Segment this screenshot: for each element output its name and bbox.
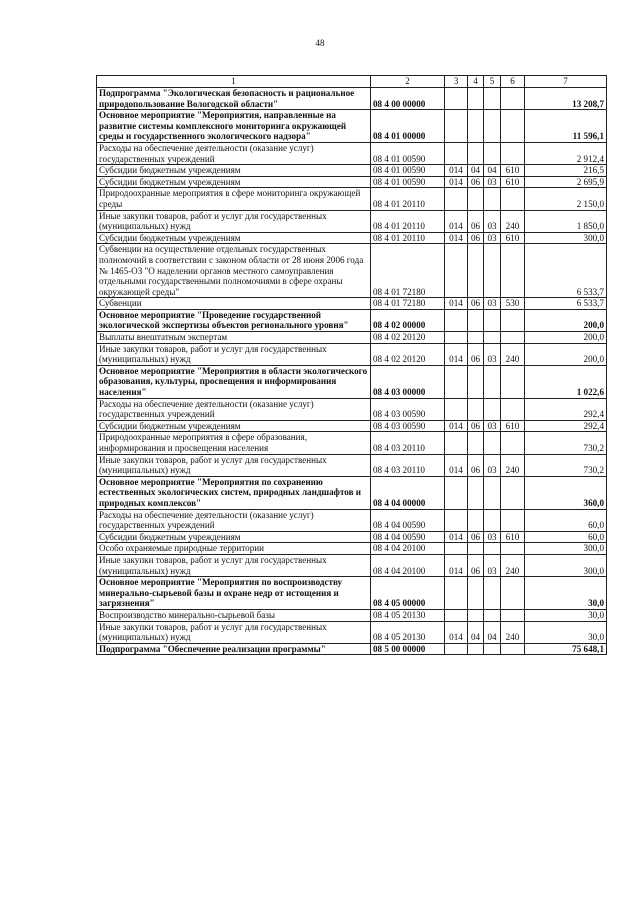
row-col5-cell: 03 [484, 298, 501, 310]
row-name-cell: Иные закупки товаров, работ и услуг для государственных (муниципальных) нужд [97, 454, 371, 476]
row-code-cell: 08 4 03 00590 [371, 398, 445, 420]
row-col3-cell [445, 643, 468, 655]
table-row [97, 232, 607, 244]
table-row [97, 554, 607, 576]
row-col4-cell [468, 609, 484, 621]
row-col5-cell [484, 577, 501, 610]
table-row [97, 332, 607, 344]
row-sum-cell: 60,0 [525, 531, 607, 543]
row-col6-cell [501, 142, 525, 164]
row-col4-cell: 06 [468, 210, 484, 232]
table-row [97, 398, 607, 420]
row-col6-cell [501, 365, 525, 398]
row-col4-cell [468, 509, 484, 531]
column-header: 3 [445, 76, 468, 88]
row-code-cell: 08 4 05 20130 [371, 621, 445, 643]
row-name-cell: Подпрограмма "Обеспечение реализации программы" [97, 643, 371, 655]
row-sum-cell: 300,0 [525, 554, 607, 576]
row-sum-cell: 200,0 [525, 332, 607, 344]
row-name-cell: Иные закупки товаров, работ и услуг для государственных (муниципальных) нужд [97, 554, 371, 576]
row-col6-cell [501, 609, 525, 621]
row-sum-cell: 30,0 [525, 621, 607, 643]
table-row [97, 454, 607, 476]
row-code-cell: 08 4 03 20110 [371, 432, 445, 454]
budget-table [96, 75, 607, 655]
row-col4-cell: 06 [468, 343, 484, 365]
row-col5-cell: 03 [484, 176, 501, 188]
table-row [97, 476, 607, 509]
row-col5-cell: 03 [484, 343, 501, 365]
row-col3-cell [445, 509, 468, 531]
row-col4-cell [468, 476, 484, 509]
table-row [97, 643, 607, 655]
row-name-cell: Субсидии бюджетным учреждениям [97, 232, 371, 244]
row-code-cell: 08 4 01 72180 [371, 244, 445, 298]
row-name-cell: Природоохранные мероприятия в сфере мониторинга окружающей среды [97, 188, 371, 210]
row-col5-cell: 03 [484, 531, 501, 543]
row-sum-cell: 6 533,7 [525, 244, 607, 298]
row-col5-cell: 03 [484, 232, 501, 244]
row-col5-cell [484, 365, 501, 398]
row-sum-cell: 30,0 [525, 577, 607, 610]
row-col5-cell [484, 543, 501, 555]
row-col5-cell [484, 142, 501, 164]
row-col3-cell [445, 476, 468, 509]
row-name-cell: Основное мероприятие "Проведение государственной экологической экспертизы объектов регионального уровня" [97, 309, 371, 331]
row-sum-cell: 292,4 [525, 398, 607, 420]
row-col6-cell [501, 244, 525, 298]
row-sum-cell: 1 850,0 [525, 210, 607, 232]
row-name-cell: Расходы на обеспечение деятельности (оказание услуг) государственных учреждений [97, 509, 371, 531]
row-code-cell: 08 4 04 20100 [371, 543, 445, 555]
row-col5-cell [484, 398, 501, 420]
row-code-cell: 08 4 05 00000 [371, 577, 445, 610]
row-col6-cell: 240 [501, 343, 525, 365]
table-row [97, 531, 607, 543]
row-code-cell: 08 4 00 00000 [371, 88, 445, 110]
row-col5-cell: 03 [484, 554, 501, 576]
row-code-cell: 08 4 04 00590 [371, 509, 445, 531]
row-col3-cell: 014 [445, 621, 468, 643]
row-col3-cell [445, 188, 468, 210]
row-col6-cell [501, 577, 525, 610]
table-row [97, 188, 607, 210]
row-sum-cell: 360,0 [525, 476, 607, 509]
row-col5-cell [484, 609, 501, 621]
row-col5-cell [484, 309, 501, 331]
row-col5-cell [484, 188, 501, 210]
row-name-cell: Субсидии бюджетным учреждениям [97, 165, 371, 177]
row-sum-cell: 1 022,6 [525, 365, 607, 398]
row-col6-cell [501, 398, 525, 420]
table-row [97, 543, 607, 555]
row-sum-cell: 730,2 [525, 432, 607, 454]
row-col6-cell: 610 [501, 531, 525, 543]
row-code-cell: 08 4 01 00000 [371, 110, 445, 143]
row-col3-cell: 014 [445, 420, 468, 432]
row-sum-cell: 60,0 [525, 509, 607, 531]
row-col4-cell [468, 110, 484, 143]
row-col6-cell: 240 [501, 621, 525, 643]
table-row [97, 298, 607, 310]
row-col6-cell [501, 543, 525, 555]
row-col6-cell [501, 188, 525, 210]
row-col4-cell [468, 365, 484, 398]
table-row [97, 420, 607, 432]
row-code-cell: 08 4 03 00590 [371, 420, 445, 432]
row-code-cell: 08 4 05 20130 [371, 609, 445, 621]
row-col4-cell: 06 [468, 531, 484, 543]
row-col3-cell: 014 [445, 531, 468, 543]
row-name-cell: Подпрограмма "Экологическая безопасность и рациональное природопользование Вологодской области" [97, 88, 371, 110]
row-name-cell: Основное мероприятие "Мероприятия по воспроизводству минерально-сырьевой базы и охране недр от истощения и загрязнения" [97, 577, 371, 610]
row-col6-cell: 610 [501, 232, 525, 244]
table-row [97, 509, 607, 531]
row-code-cell: 08 4 02 20120 [371, 343, 445, 365]
row-name-cell: Субсидии бюджетным учреждениям [97, 176, 371, 188]
row-code-cell: 08 4 04 00000 [371, 476, 445, 509]
table-row [97, 244, 607, 298]
table-row [97, 432, 607, 454]
table-row [97, 609, 607, 621]
row-col3-cell [445, 244, 468, 298]
row-col5-cell: 03 [484, 454, 501, 476]
row-col6-cell: 610 [501, 165, 525, 177]
row-col5-cell: 03 [484, 210, 501, 232]
row-col4-cell [468, 432, 484, 454]
row-sum-cell: 2 912,4 [525, 142, 607, 164]
row-col3-cell: 014 [445, 298, 468, 310]
row-code-cell: 08 4 01 20110 [371, 210, 445, 232]
table-row [97, 577, 607, 610]
table-row [97, 309, 607, 331]
row-code-cell: 08 4 02 00000 [371, 309, 445, 331]
row-col3-cell: 014 [445, 165, 468, 177]
row-sum-cell: 30,0 [525, 609, 607, 621]
row-col4-cell [468, 543, 484, 555]
row-col4-cell: 04 [468, 621, 484, 643]
row-col4-cell: 04 [468, 165, 484, 177]
row-sum-cell: 292,4 [525, 420, 607, 432]
row-sum-cell: 300,0 [525, 543, 607, 555]
table-body [97, 88, 607, 655]
row-code-cell: 08 4 04 00590 [371, 531, 445, 543]
row-name-cell: Субвенции на осуществление отдельных государственных полномочий в соответствии с законом области от 28 июня 2006 года № 1465-ОЗ "О наделении органов местного самоуправления отдельными государственными полномочиями в сфере охраны окружающей среды" [97, 244, 371, 298]
row-col6-cell: 240 [501, 210, 525, 232]
row-sum-cell: 75 648,1 [525, 643, 607, 655]
row-sum-cell: 300,0 [525, 232, 607, 244]
row-col3-cell [445, 432, 468, 454]
table-row [97, 621, 607, 643]
row-sum-cell: 2 695,9 [525, 176, 607, 188]
row-col3-cell: 014 [445, 554, 468, 576]
row-col6-cell [501, 509, 525, 531]
row-col3-cell [445, 577, 468, 610]
row-sum-cell: 2 150,0 [525, 188, 607, 210]
table-row [97, 365, 607, 398]
row-col6-cell [501, 110, 525, 143]
row-col4-cell [468, 643, 484, 655]
row-col4-cell [468, 332, 484, 344]
row-col6-cell [501, 476, 525, 509]
row-name-cell: Субсидии бюджетным учреждениям [97, 531, 371, 543]
row-name-cell: Выплаты внештатным экспертам [97, 332, 371, 344]
row-name-cell: Основное мероприятие "Мероприятия по сохранению естественных экологических систем, природных ландшафтов и природных комплексов" [97, 476, 371, 509]
row-col3-cell [445, 88, 468, 110]
row-col5-cell [484, 476, 501, 509]
row-code-cell: 08 4 01 00590 [371, 176, 445, 188]
row-col4-cell [468, 244, 484, 298]
row-col6-cell [501, 643, 525, 655]
row-col3-cell: 014 [445, 232, 468, 244]
row-name-cell: Иные закупки товаров, работ и услуг для государственных (муниципальных) нужд [97, 343, 371, 365]
row-name-cell: Иные закупки товаров, работ и услуг для государственных (муниципальных) нужд [97, 210, 371, 232]
column-header: 6 [501, 76, 525, 88]
row-col3-cell: 014 [445, 454, 468, 476]
table-row [97, 88, 607, 110]
row-col5-cell: 03 [484, 420, 501, 432]
row-name-cell: Расходы на обеспечение деятельности (оказание услуг) государственных учреждений [97, 142, 371, 164]
table-row [97, 210, 607, 232]
row-name-cell: Субсидии бюджетным учреждениям [97, 420, 371, 432]
row-code-cell: 08 4 01 00590 [371, 142, 445, 164]
row-col5-cell [484, 110, 501, 143]
row-col4-cell: 06 [468, 420, 484, 432]
row-col6-cell: 240 [501, 454, 525, 476]
row-name-cell: Воспроизводство минерально-сырьевой базы [97, 609, 371, 621]
column-header: 4 [468, 76, 484, 88]
row-sum-cell: 200,0 [525, 343, 607, 365]
table-row [97, 176, 607, 188]
column-header: 2 [371, 76, 445, 88]
row-col3-cell: 014 [445, 176, 468, 188]
row-col5-cell [484, 332, 501, 344]
row-code-cell: 08 4 01 72180 [371, 298, 445, 310]
row-col4-cell: 06 [468, 176, 484, 188]
table-row [97, 343, 607, 365]
row-col6-cell [501, 332, 525, 344]
row-col5-cell [484, 432, 501, 454]
row-col6-cell [501, 88, 525, 110]
row-sum-cell: 216,5 [525, 165, 607, 177]
row-col4-cell: 06 [468, 298, 484, 310]
row-col4-cell: 06 [468, 232, 484, 244]
row-col6-cell: 530 [501, 298, 525, 310]
row-col4-cell [468, 577, 484, 610]
row-col5-cell [484, 509, 501, 531]
row-col4-cell [468, 88, 484, 110]
row-name-cell: Иные закупки товаров, работ и услуг для государственных (муниципальных) нужд [97, 621, 371, 643]
row-col6-cell: 240 [501, 554, 525, 576]
row-name-cell: Основное мероприятие "Мероприятия в области экологического образования, культуры, просвещения и информирования населения" [97, 365, 371, 398]
table-row [97, 165, 607, 177]
row-col4-cell [468, 398, 484, 420]
row-col5-cell [484, 643, 501, 655]
row-name-cell: Особо охраняемые природные территории [97, 543, 371, 555]
row-name-cell: Основное мероприятие "Мероприятия, направленные на развитие системы комплексного мониторинга окружающей среды и государственного экологического надзора" [97, 110, 371, 143]
header-row [97, 76, 607, 88]
row-col3-cell [445, 398, 468, 420]
column-header: 1 [97, 76, 371, 88]
row-sum-cell: 730,2 [525, 454, 607, 476]
row-col6-cell [501, 309, 525, 331]
row-code-cell: 08 4 04 20100 [371, 554, 445, 576]
row-col4-cell [468, 142, 484, 164]
row-col6-cell: 610 [501, 176, 525, 188]
row-code-cell: 08 4 01 20110 [371, 188, 445, 210]
row-code-cell: 08 4 03 20110 [371, 454, 445, 476]
row-code-cell: 08 4 01 20110 [371, 232, 445, 244]
row-code-cell: 08 4 02 20120 [371, 332, 445, 344]
row-col3-cell [445, 543, 468, 555]
row-col6-cell: 610 [501, 420, 525, 432]
page-number: 48 [315, 38, 325, 48]
row-code-cell: 08 4 01 00590 [371, 165, 445, 177]
row-name-cell: Субвенции [97, 298, 371, 310]
column-header: 7 [525, 76, 607, 88]
row-col5-cell: 04 [484, 165, 501, 177]
column-header: 5 [484, 76, 501, 88]
row-col4-cell [468, 188, 484, 210]
row-name-cell: Природоохранные мероприятия в сфере образования, информирования и просвещения населения [97, 432, 371, 454]
row-col3-cell: 014 [445, 343, 468, 365]
row-col4-cell: 06 [468, 454, 484, 476]
row-sum-cell: 200,0 [525, 309, 607, 331]
table-row [97, 110, 607, 143]
table-row [97, 142, 607, 164]
row-col3-cell: 014 [445, 210, 468, 232]
row-name-cell: Расходы на обеспечение деятельности (оказание услуг) государственных учреждений [97, 398, 371, 420]
row-col5-cell [484, 244, 501, 298]
row-col3-cell [445, 332, 468, 344]
row-col3-cell [445, 142, 468, 164]
row-col5-cell [484, 88, 501, 110]
row-col3-cell [445, 309, 468, 331]
row-col4-cell: 06 [468, 554, 484, 576]
row-col3-cell [445, 365, 468, 398]
row-col6-cell [501, 432, 525, 454]
row-sum-cell: 6 533,7 [525, 298, 607, 310]
row-code-cell: 08 5 00 00000 [371, 643, 445, 655]
row-col3-cell [445, 609, 468, 621]
row-col4-cell [468, 309, 484, 331]
row-sum-cell: 11 596,1 [525, 110, 607, 143]
row-col5-cell: 04 [484, 621, 501, 643]
row-col3-cell [445, 110, 468, 143]
row-code-cell: 08 4 03 00000 [371, 365, 445, 398]
row-sum-cell: 13 208,7 [525, 88, 607, 110]
